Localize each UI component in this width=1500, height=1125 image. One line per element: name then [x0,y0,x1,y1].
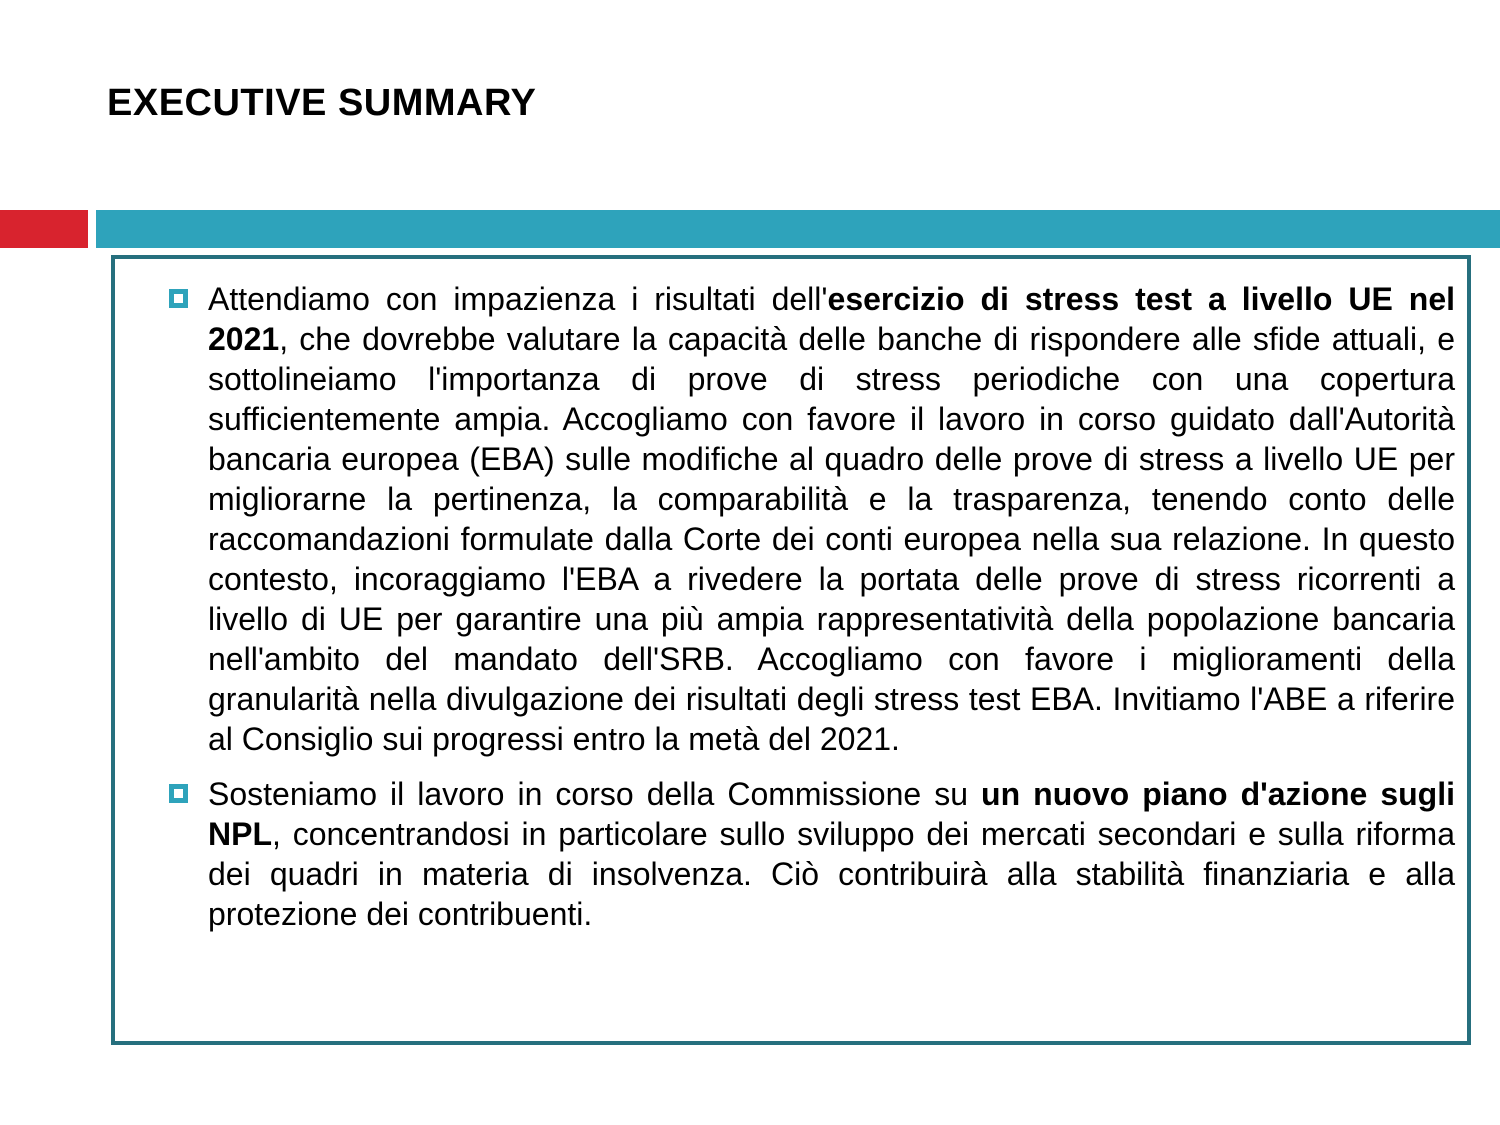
list-item [115,279,1455,759]
emphasis-text: un nuovo piano d'azione sugli NPL [208,776,1456,852]
square-bullet-icon [169,289,188,308]
square-bullet-icon [169,784,188,803]
body-text: , che dovrebbe valutare la capacità delle banche di rispondere alle sfide attuali, e sottolineiamo l'importanza di prove di stress periodiche con una copertura sufficientemente ampia. Accogliamo con favore il lavoro in corso guidato dall'Autorità bancaria europea (EBA) sulle modifiche al quadro delle prove di stress a livello UE per migliorarne la pertinenza, la comparabilità e la trasparenza, tenendo conto delle raccomandazioni formulate dalla Corte dei conti europea nella sua relazione. In questo contesto, incoraggiamo l'EBA a rivedere la portata delle prove di stress ricorrenti a livello di UE per garantire una più ampia rappresentatività della popolazione bancaria nell'ambito del mandato dell'SRB. Accogliamo con favore i miglioramenti della granularità nella divulgazione dei risultati degli stress test EBA. Invitiamo l'ABE a riferire al Consiglio sui progressi entro la metà del 2021. [208,321,1455,757]
red-accent-bar [0,210,88,248]
body-text: Attendiamo con impazienza i risultati dell' [208,281,828,317]
emphasis-text: esercizio di stress test a livello UE nel 2021 [208,281,1456,357]
list-item [115,774,1455,934]
bullet-list [115,259,1467,934]
content-box [111,255,1471,1045]
body-text: Sosteniamo il lavoro in corso della Commissione su [208,776,982,812]
page-title: EXECUTIVE SUMMARY [107,82,537,124]
body-text: , concentrandosi in particolare sullo sviluppo dei mercati secondari e sulla riforma dei quadri in materia di insolvenza. Ciò contribuirà alla stabilità finanziaria e alla protezione dei contribuenti. [208,816,1455,932]
teal-accent-bar [96,210,1500,248]
